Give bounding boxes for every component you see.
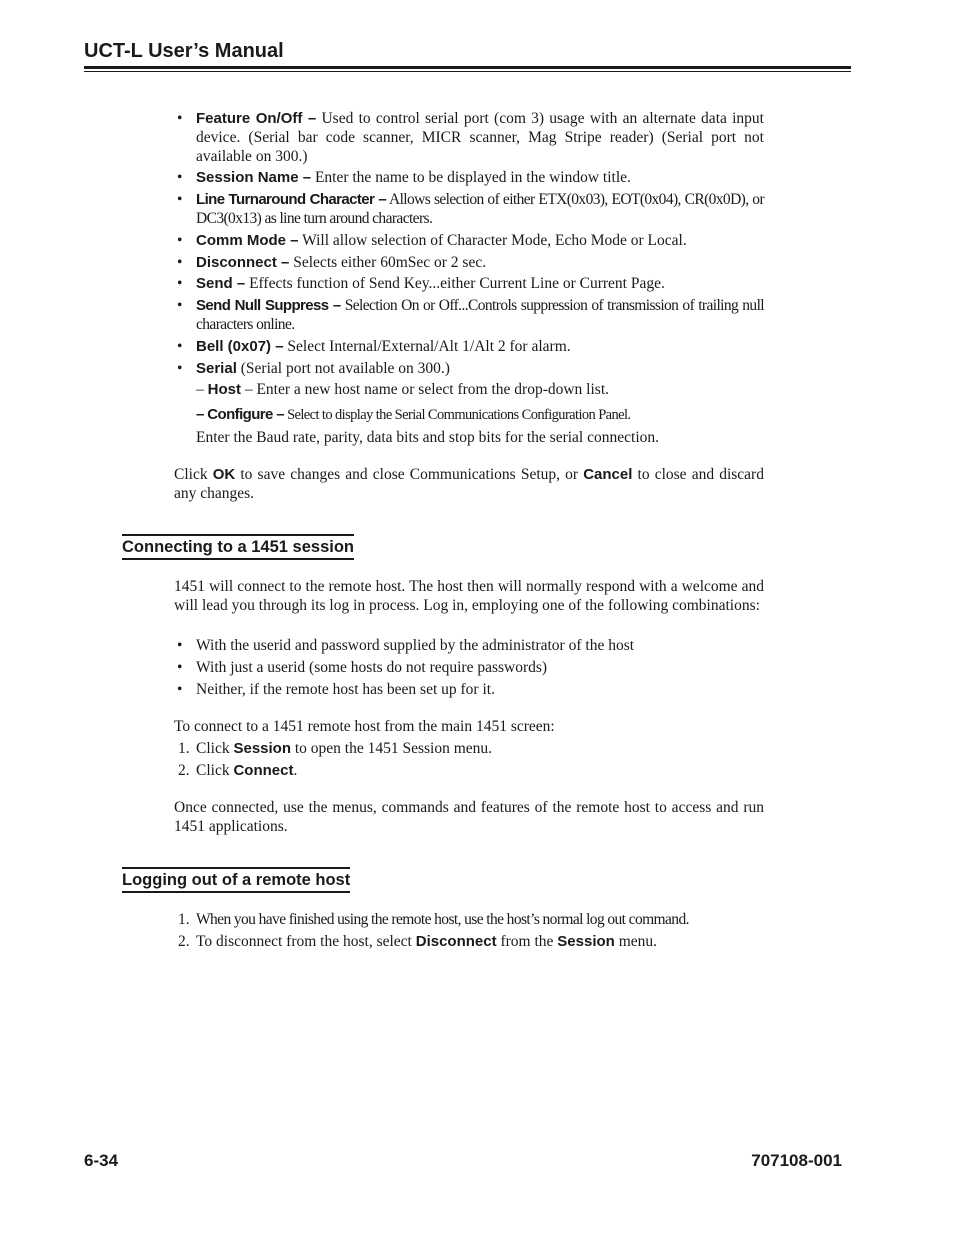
bullet-icon: •: [177, 338, 183, 355]
text-fragment: Click: [174, 466, 213, 483]
bullet-icon: •: [177, 191, 183, 208]
list-item: [174, 274, 764, 293]
step-number: 2.: [178, 933, 190, 950]
section-heading-connecting: Connecting to a 1451 session: [122, 534, 354, 560]
list-item: [174, 680, 764, 699]
page-number: 6-34: [84, 1151, 119, 1170]
item-text: Select Internal/External/Alt 1/Alt 2 for alarm.: [283, 338, 571, 355]
step-item: [178, 761, 768, 780]
document-number: 707108-001: [751, 1151, 842, 1170]
baud-rate-text: Enter the Baud rate, parity, data bits and stop bits for the serial connection.: [196, 429, 659, 446]
section1-closing: Once connected, use the menus, commands and features of the remote host to access and run 1451 applications.: [174, 799, 764, 835]
item-text: With the userid and password supplied by the administrator of the host: [196, 637, 635, 654]
item-label: Send –: [196, 275, 246, 292]
cancel-label: Cancel: [583, 466, 633, 483]
text-fragment: menu.: [614, 933, 658, 950]
configure-label: – Configure –: [196, 406, 285, 423]
step-item: [178, 739, 768, 758]
item-text: Effects function of Send Key...either Current Line or Current Page.: [245, 275, 665, 292]
bullet-icon: •: [177, 681, 183, 698]
list-item: [174, 168, 764, 187]
text-fragment: to save changes and close Communications Setup, or: [235, 466, 584, 483]
session-label: Session: [233, 740, 291, 757]
serial-host-item: [196, 380, 766, 399]
configure-text: Select to display the Serial Communications Configuration Panel.: [284, 407, 631, 423]
list-item: [174, 658, 764, 677]
header-rule-thin: [84, 71, 851, 72]
step-item: [178, 910, 768, 929]
connect-label: Connect: [233, 762, 294, 779]
item-label: Line Turnaround Character –: [196, 191, 387, 208]
item-label: Feature On/Off –: [196, 110, 317, 127]
manual-title: UCT-L User’s Manual: [84, 40, 284, 62]
item-text: Selection On or Off...Controls suppression of transmission of trailing null characters online.: [196, 297, 764, 333]
bullet-icon: •: [177, 232, 183, 249]
bullet-icon: •: [177, 297, 183, 314]
bullet-icon: •: [177, 169, 183, 186]
bullet-icon: •: [177, 110, 183, 127]
list-item: [174, 190, 764, 228]
host-text: – Enter a new host name or select from the drop-down list.: [240, 381, 609, 398]
text-fragment: to close and discard any changes.: [174, 466, 764, 502]
text-fragment: Click: [196, 762, 234, 779]
list-item: [174, 231, 764, 250]
section1-intro: 1451 will connect to the remote host. The host then will normally respond with a welcome and will lead you through its log in process. Log in, employing one of the following combinations:: [174, 578, 764, 614]
bullet-icon: •: [177, 637, 183, 654]
item-label: Disconnect –: [196, 254, 290, 271]
text-fragment: Click: [196, 740, 234, 757]
bullet-icon: •: [177, 360, 183, 377]
list-item: [174, 636, 764, 655]
text-fragment: To disconnect from the host, select: [196, 933, 416, 950]
text-fragment: .: [293, 762, 298, 779]
save-instructions: [174, 465, 764, 503]
section-heading-logging-out: Logging out of a remote host: [122, 867, 350, 893]
item-text: Selects either 60mSec or 2 sec.: [289, 254, 487, 271]
item-label: Session Name –: [196, 169, 312, 186]
session-label: Session: [557, 933, 615, 950]
item-text: Neither, if the remote host has been set up for it.: [196, 681, 495, 698]
list-item: [174, 109, 764, 166]
bullet-icon: •: [177, 275, 183, 292]
serial-configure-item: [196, 405, 766, 425]
text-fragment: to open the 1451 Session menu.: [291, 740, 493, 757]
step-item: [178, 932, 768, 951]
step-number: 1.: [178, 911, 190, 928]
item-label: Send Null Suppress –: [196, 297, 341, 314]
list-item: [174, 359, 764, 378]
item-label: Serial: [196, 360, 237, 377]
connect-intro: To connect to a 1451 remote host from the main 1451 screen:: [174, 718, 555, 735]
item-label: Comm Mode –: [196, 232, 299, 249]
item-text: Will allow selection of Character Mode, Echo Mode or Local.: [298, 232, 687, 249]
host-label: Host: [207, 381, 241, 398]
disconnect-label: Disconnect: [415, 933, 497, 950]
text-fragment: from the: [496, 933, 558, 950]
list-item: [174, 337, 764, 356]
item-label: Bell (0x07) –: [196, 338, 284, 355]
step-number: 1.: [178, 740, 190, 757]
dash: –: [196, 381, 208, 398]
item-text: Allows selection of either ETX(0x03), EOT(0x04), CR(0x0D), or DC3(0x13) as line turn around characters.: [196, 191, 764, 227]
step-text: When you have finished using the remote host, use the host’s normal log out command.: [196, 911, 689, 928]
ok-label: OK: [212, 466, 236, 483]
list-item: [174, 253, 764, 272]
header-rule-thick: [84, 66, 851, 69]
item-text: Enter the name to be displayed in the window title.: [311, 169, 631, 186]
list-item: [174, 296, 764, 334]
bullet-icon: •: [177, 254, 183, 271]
item-text: (Serial port not available on 300.): [236, 360, 450, 377]
bullet-icon: •: [177, 659, 183, 676]
item-text: Used to control serial port (com 3) usage with an alternate data input device. (Serial bar code scanner, MICR scanner, Mag Stripe reader) (Serial port not available on 300.): [196, 110, 764, 165]
step-number: 2.: [178, 762, 190, 779]
item-text: With just a userid (some hosts do not require passwords): [196, 659, 548, 676]
